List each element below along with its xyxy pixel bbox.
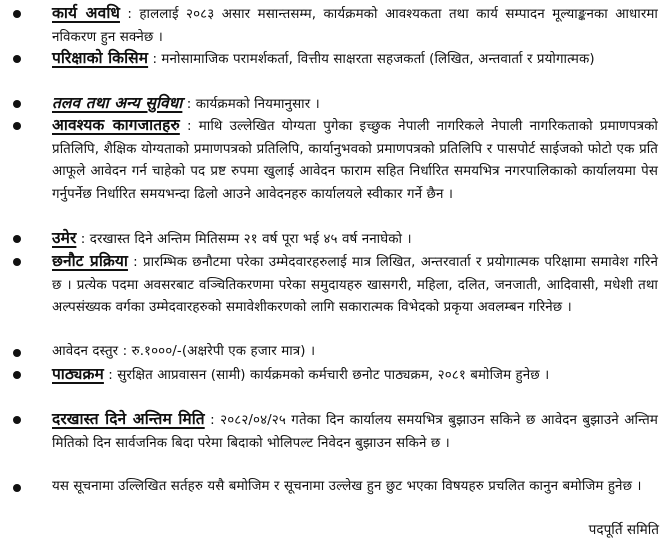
item-body: : माथि उल्लेखित योग्यता पुगेका इच्छुक नेपाली नागरिकले नेपाली नागरिकताको प्रमाणपत्रको प्रतिलिपि, शैक्षिक योग्यताको प्रमाणपत्रको प्रतिलिपि, कार्यानुभवको प्रमाणपत्रको प्रतिलिपि र पासपोर्ट साईजको फोटो एक प्रति आफूले आवेदन गर्न चाहेको पद प्रष्ट रुपमा खुलाई आवेदन फाराम सहित निर्धारित समयभित्र नगरपालिकाको कार्यालयमा पेस गर्नुपर्नेछ निर्धारित समयभन्दा ढिलो आउने आवेदनहरु कार्यालयले स्वीकार गर्ने छैन ।	[52, 119, 658, 202]
signature-committee: पदपूर्ति समिति	[588, 522, 659, 538]
item-body: : प्रारम्भिक छनौटमा परेका उम्मेदवारहरुलाई मात्र लिखित, अन्तरवार्ता र प्रयोगात्मक परिक्षामा समावेश गरिने छ । प्रत्येक पदमा अवसरबाट वञ्चितिकरणमा परेका समुदायहरु खासगरी, महिला, दलित, जनजाती, आदिवासी, मधेशी तथा अल्पसंख्यक वर्गका उम्मेदवारहरुको समावेशीकरणको लागि सकारात्मक विभेदको प्रकृया अवलम्बन गरिनेछ ।	[52, 255, 658, 316]
item-heading: पाठ्यक्रम	[52, 365, 104, 383]
bullet-icon	[13, 10, 21, 18]
bullet-icon	[13, 258, 21, 266]
item-text	[52, 476, 658, 499]
item-heading: तलव तथा अन्य सुविधा	[52, 94, 183, 112]
item-body: : कार्यक्रमको नियमानुसार ।	[182, 97, 320, 112]
item-heading: उमेर	[52, 229, 77, 247]
item-body: : हाललाई २०८३ असार मसान्तसम्म, कार्यक्रमको आवश्यकता तथा कार्य सम्पादन मूल्याङ्कनका आधारमा नविकरण हुन सक्नेछ ।	[52, 7, 658, 45]
bullet-icon	[13, 55, 21, 63]
item-body: यस सूचनामा उल्लिखित सर्तहरु यसै बमोजिम र सूचनामा उल्लेख हुन छुट भएका विषयहरु प्रचलित कानुन बमोजिम हुनेछ ।	[52, 479, 642, 494]
item-heading: कार्य अवधि	[52, 4, 120, 22]
item-text	[52, 92, 658, 117]
item-text	[52, 408, 658, 455]
item-text	[52, 47, 658, 72]
item-body: : २०८२/०४/२५ गतेका दिन कार्यालय समयभित्र बुझाउन सकिने छ आवेदन बुझाउने अन्तिम मितिको दिन सार्वजनिक बिदा परेमा बिदाको भोलिपल्ट निवेदन बुझाउन सकिने छ ।	[52, 413, 658, 451]
bullet-icon	[13, 122, 21, 130]
item-body: आवेदन दस्तुर : रु.१०००/-(अक्षरेपी एक हजार मात्र) ।	[52, 344, 316, 359]
item-body: : दरखास्त दिने अन्तिम मितिसम्म २१ वर्ष पूरा भई ४५ वर्ष ननाघेको ।	[76, 232, 412, 247]
item-text	[52, 250, 658, 320]
bullet-icon	[13, 416, 21, 424]
item-heading: आवश्यक कागजातहरु	[52, 116, 180, 134]
item-text	[52, 114, 658, 206]
item-heading: छनौट प्रक्रिया	[52, 252, 128, 270]
item-heading: दरखास्त दिने अन्तिम मिति	[52, 410, 205, 428]
item-body: : मनोसामाजिक परामर्शकर्ता, वित्तीय साक्षरता सहजकर्ता (लिखित, अन्तवार्ता र प्रयोगात्मक)	[148, 52, 595, 67]
bullet-icon	[13, 371, 21, 379]
item-text	[52, 363, 658, 388]
bullet-icon	[13, 100, 21, 108]
item-text	[52, 2, 658, 49]
item-text	[52, 341, 658, 364]
item-body: : सुरक्षित आप्रवासन (सामी) कार्यक्रमको कर्मचारी छनोट पाठ्यक्रम, २०८१ बमोजिम हुनेछ ।	[103, 368, 550, 383]
item-heading: परिक्षाको किसिम	[52, 49, 149, 67]
bullet-icon	[13, 349, 21, 357]
item-text	[52, 227, 658, 252]
bullet-icon	[13, 235, 21, 243]
bullet-icon	[13, 484, 21, 492]
